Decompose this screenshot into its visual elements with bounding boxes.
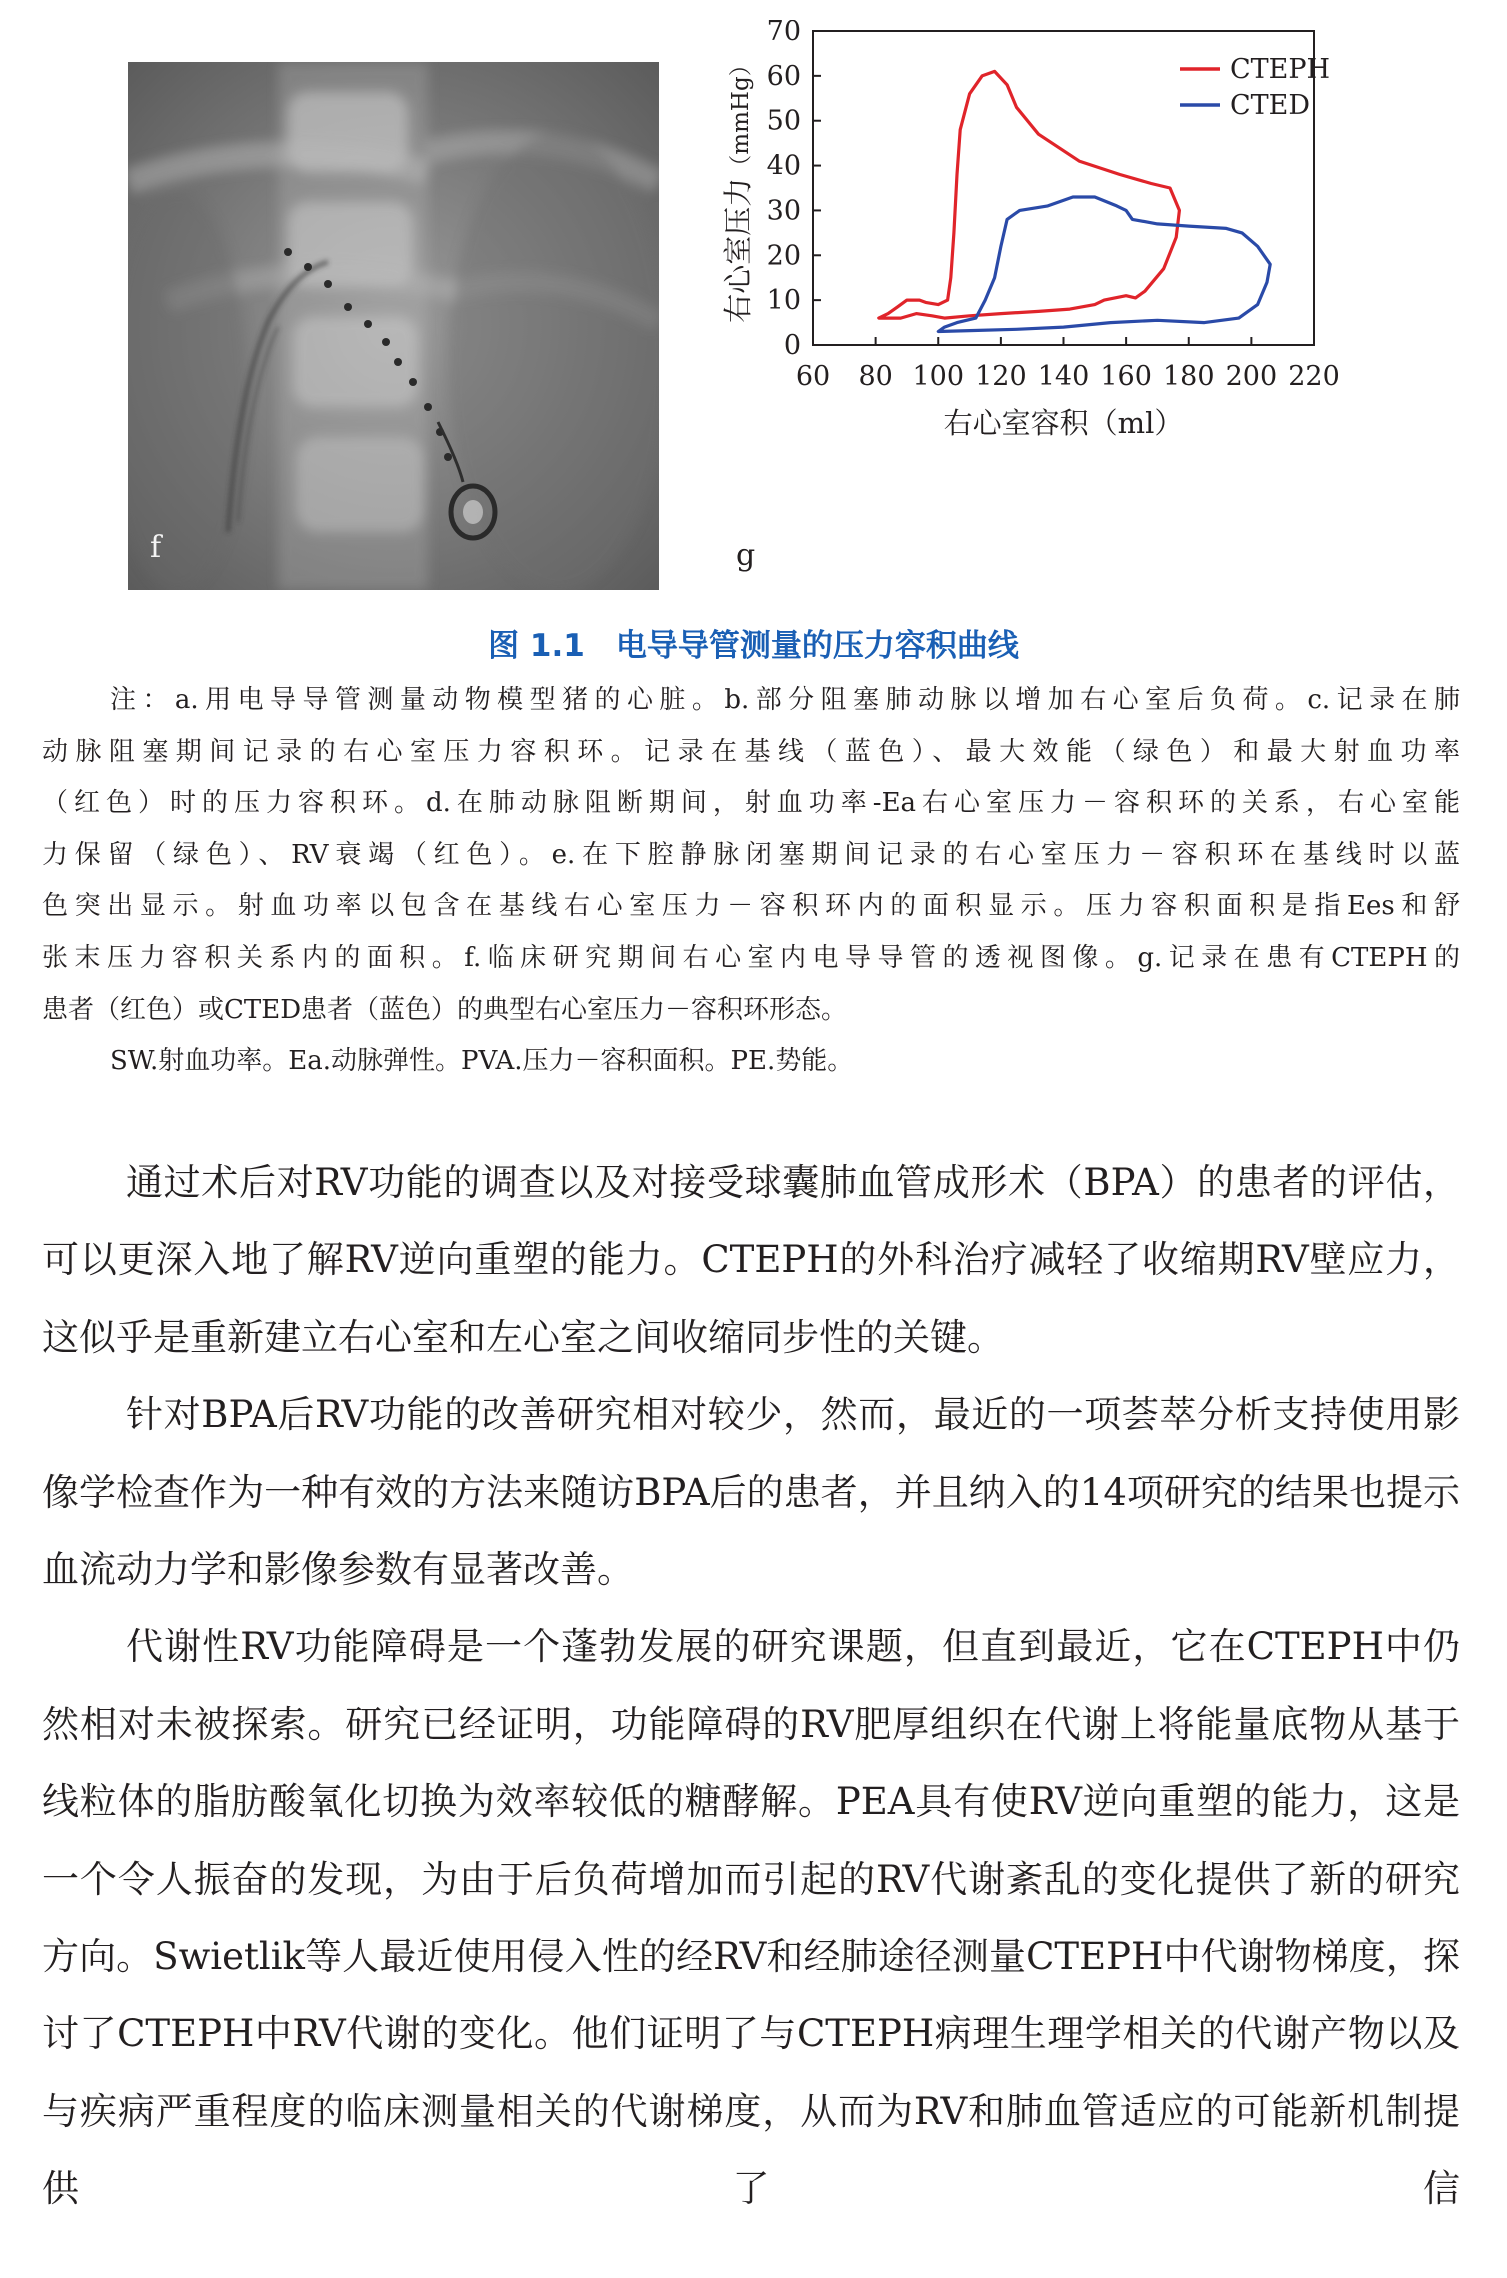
y-axis-label <box>721 53 755 322</box>
note-line-4: 力保留（绿色）、RV衰竭（红色）。e.在下腔静脉闭塞期间记录的右心室压力－容积环在基线时以蓝 <box>42 839 1460 870</box>
x-tick-label: 220 <box>1288 361 1340 392</box>
y-tick-label: 70 <box>766 20 801 47</box>
pv-loop-chart <box>700 20 1400 610</box>
panel-label-f: f <box>150 530 162 565</box>
body-text <box>42 1144 1460 2228</box>
fluoroscopy-graphic <box>128 62 659 590</box>
x-axis-label: 右心室容积（ml） <box>943 406 1184 440</box>
y-tick-label: 30 <box>766 195 801 227</box>
fluoroscopy-image <box>128 62 659 590</box>
panel-label-g: g <box>736 538 756 573</box>
x-tick-label: 180 <box>1162 361 1215 392</box>
note-line-1: 注：a.用电导导管测量动物模型猪的心脏。b.部分阻塞肺动脉以增加右心室后负荷。c.记录在肺 <box>110 685 1460 715</box>
y-tick-label: 50 <box>766 105 801 137</box>
y-axis-label-main: 右心室压力 <box>721 177 755 323</box>
legend-label-cteph: CTEPH <box>1230 54 1331 85</box>
y-tick-label: 20 <box>766 240 801 272</box>
note-line-3: （红色）时的压力容积环。d.在肺动脉阻断期间，射血功率-Ea右心室压力－容积环的关系，右心室能 <box>42 788 1460 819</box>
paragraph-2: 针对BPA后RV功能的改善研究相对较少，然而，最近的一项荟萃分析支持使用影像学检查作为一种有效的方法来随访BPA后的患者，并且纳入的14项研究的结果也提示血流动力学和影像参数有显著改善。 <box>42 1393 1460 1592</box>
series-line-cted <box>938 197 1270 332</box>
figure-notes <box>42 675 1460 1088</box>
x-tick-label: 100 <box>912 361 965 392</box>
y-tick-label: 0 <box>783 330 801 361</box>
chart-svg <box>700 20 1400 610</box>
y-tick-label: 10 <box>766 285 801 317</box>
x-tick-label: 120 <box>975 361 1027 392</box>
paragraph-1: 通过术后对RV功能的调查以及对接受球囊肺血管成形术（BPA）的患者的评估，可以更深入地了解RV逆向重塑的能力。CTEPH的外科治疗减轻了收缩期RV壁应力，这似乎是重新建立右心室和左心室之间收缩同步性的关键。 <box>42 1161 1460 1359</box>
note-line-6: 张末压力容积关系内的面积。f.临床研究期间右心室内电导导管的透视图像。g.记录在患有CTEPH的 <box>42 942 1460 973</box>
paragraph-3: 代谢性RV功能障碍是一个蓬勃发展的研究课题，但直到最近，它在CTEPH中仍然相对未被探索。研究已经证明，功能障碍的RV肥厚组织在代谢上将能量底物从基于线粒体的脂肪酸氧化切换为效率较低的糖酵解。PEA具有使RV逆向重塑的能力，这是一个令人振奋的发现，为由于后负荷增加而引起的RV代谢紊乱的变化提供了新的研究方向。Swietlik等人最近使用侵入性的经RV和经肺途径测量CTEPH中代谢物梯度，探讨了CTEPH中RV代谢的变化。他们证明了与CTEPH病理生理学相关的代谢产物以及与疾病严重程度的临床测量相关的代谢梯度，从而为RV和肺血管适应的可能新机制提供了信 <box>42 1625 1460 2211</box>
note-line-5: 色突出显示。射血功率以包含在基线右心室压力－容积环内的面积显示。压力容积面积是指Ees和舒 <box>42 891 1460 922</box>
abbreviations-line: SW.射血功率。Ea.动脉弹性。PVA.压力－容积面积。PE.势能。 <box>110 1046 854 1077</box>
series-line-cteph <box>879 71 1180 318</box>
x-tick-label: 80 <box>858 361 893 392</box>
figure-title: 图 1.1 电导导管测量的压力容积曲线 <box>488 628 1019 664</box>
note-line-7: 患者（红色）或CTED患者（蓝色）的典型右心室压力－容积环形态。 <box>42 994 848 1025</box>
x-tick-label: 60 <box>795 361 831 392</box>
x-tick-label: 200 <box>1225 361 1278 392</box>
x-tick-label: 140 <box>1037 361 1090 392</box>
legend-label-cted: CTED <box>1230 90 1311 121</box>
y-tick-label: 60 <box>766 60 801 92</box>
note-line-2: 动脉阻塞期间记录的右心室压力容积环。记录在基线（蓝色）、最大效能（绿色）和最大射血功率 <box>42 736 1460 767</box>
y-tick-label: 40 <box>766 150 801 182</box>
y-axis-label-unit: （mmHg） <box>728 53 754 178</box>
x-tick-label: 160 <box>1100 361 1152 392</box>
